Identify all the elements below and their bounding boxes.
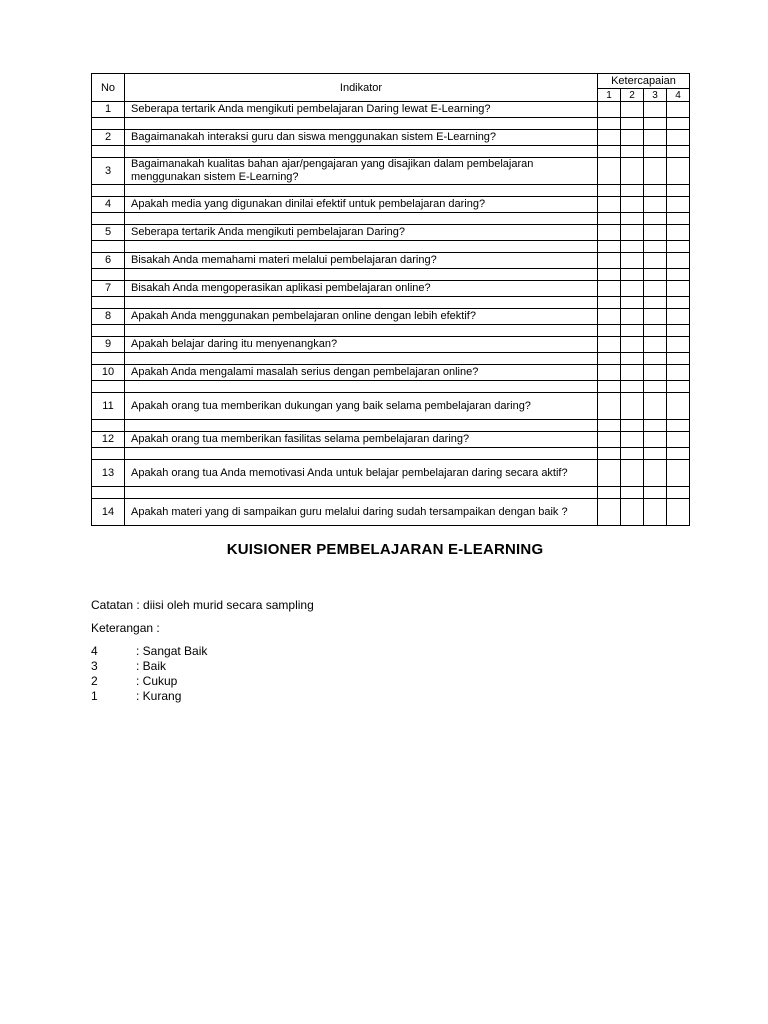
score-cell-1[interactable]	[598, 432, 621, 448]
row-indicator: Seberapa tertarik Anda mengikuti pembelajaran Daring?	[125, 225, 598, 241]
score-cell-1[interactable]	[598, 499, 621, 526]
spacer-cell[interactable]	[621, 146, 644, 158]
spacer-cell	[125, 241, 598, 253]
spacer-cell[interactable]	[644, 241, 667, 253]
spacer-cell	[92, 269, 125, 281]
score-cell-4[interactable]	[667, 281, 690, 297]
table-row	[92, 102, 690, 118]
row-number: 6	[92, 253, 125, 269]
row-number: 7	[92, 281, 125, 297]
score-cell-4[interactable]	[667, 130, 690, 146]
score-cell-1[interactable]	[598, 281, 621, 297]
spacer-cell	[92, 213, 125, 225]
legend-label: : Baik	[136, 659, 167, 673]
score-cell-3[interactable]	[644, 197, 667, 213]
score-cell-3[interactable]	[644, 460, 667, 487]
legend-row	[91, 689, 207, 704]
row-number: 9	[92, 337, 125, 353]
spacer-cell[interactable]	[621, 325, 644, 337]
score-cell-3[interactable]	[644, 309, 667, 325]
score-cell-1[interactable]	[598, 158, 621, 185]
spacer-cell	[125, 353, 598, 365]
legend	[91, 644, 207, 704]
spacer-cell	[125, 487, 598, 499]
spacer-row	[92, 118, 690, 130]
spacer-cell[interactable]	[667, 325, 690, 337]
legend-label: : Kurang	[136, 689, 182, 703]
row-number: 3	[92, 158, 125, 185]
spacer-cell[interactable]	[621, 241, 644, 253]
spacer-cell[interactable]	[598, 420, 621, 432]
row-indicator: Apakah materi yang di sampaikan guru melalui daring sudah tersampaikan dengan baik ?	[125, 499, 598, 526]
spacer-row	[92, 213, 690, 225]
spacer-cell[interactable]	[598, 118, 621, 130]
score-cell-1[interactable]	[598, 197, 621, 213]
row-number: 5	[92, 225, 125, 241]
spacer-row	[92, 420, 690, 432]
score-cell-1[interactable]	[598, 309, 621, 325]
score-cell-2[interactable]	[621, 337, 644, 353]
spacer-row	[92, 325, 690, 337]
spacer-cell[interactable]	[598, 448, 621, 460]
spacer-cell[interactable]	[621, 297, 644, 309]
spacer-cell[interactable]	[667, 353, 690, 365]
spacer-cell	[125, 297, 598, 309]
spacer-cell[interactable]	[644, 487, 667, 499]
spacer-row	[92, 185, 690, 197]
row-number: 11	[92, 393, 125, 420]
score-cell-3[interactable]	[644, 253, 667, 269]
table-row	[92, 225, 690, 241]
spacer-cell[interactable]	[644, 325, 667, 337]
spacer-cell	[92, 381, 125, 393]
spacer-cell[interactable]	[598, 146, 621, 158]
spacer-cell[interactable]	[644, 381, 667, 393]
table-row	[92, 309, 690, 325]
spacer-cell[interactable]	[598, 325, 621, 337]
score-cell-2[interactable]	[621, 130, 644, 146]
score-cell-2[interactable]	[621, 102, 644, 118]
spacer-cell[interactable]	[644, 185, 667, 197]
table-row	[92, 197, 690, 213]
spacer-cell[interactable]	[598, 185, 621, 197]
score-cell-4[interactable]	[667, 158, 690, 185]
legend-row	[91, 659, 207, 674]
score-cell-4[interactable]	[667, 393, 690, 420]
spacer-cell	[125, 146, 598, 158]
score-cell-3[interactable]	[644, 393, 667, 420]
score-cell-3[interactable]	[644, 130, 667, 146]
spacer-cell[interactable]	[644, 353, 667, 365]
score-cell-4[interactable]	[667, 197, 690, 213]
score-cell-1[interactable]	[598, 253, 621, 269]
table-row	[92, 499, 690, 526]
row-number: 2	[92, 130, 125, 146]
table-row	[92, 253, 690, 269]
spacer-cell[interactable]	[644, 146, 667, 158]
score-cell-3[interactable]	[644, 281, 667, 297]
score-cell-2[interactable]	[621, 499, 644, 526]
spacer-cell	[125, 213, 598, 225]
spacer-cell[interactable]	[621, 381, 644, 393]
header-score-1: 1	[598, 89, 621, 102]
score-cell-3[interactable]	[644, 102, 667, 118]
row-indicator: Bagaimanakah interaksi guru dan siswa menggunakan sistem E-Learning?	[125, 130, 598, 146]
spacer-cell[interactable]	[667, 213, 690, 225]
spacer-cell[interactable]	[598, 269, 621, 281]
spacer-cell	[125, 420, 598, 432]
score-cell-4[interactable]	[667, 225, 690, 241]
row-indicator: Bisakah Anda mengoperasikan aplikasi pembelajaran online?	[125, 281, 598, 297]
legend-label: : Sangat Baik	[136, 644, 208, 658]
score-cell-3[interactable]	[644, 432, 667, 448]
score-cell-4[interactable]	[667, 365, 690, 381]
spacer-cell[interactable]	[621, 487, 644, 499]
document-title: KUISIONER PEMBELAJARAN E-LEARNING	[226, 541, 544, 558]
legend-row	[91, 674, 207, 689]
table-row	[92, 365, 690, 381]
header-score-4: 4	[667, 89, 690, 102]
keterangan-label: Keterangan :	[91, 621, 160, 635]
legend-score: 3	[91, 659, 98, 673]
spacer-cell[interactable]	[644, 269, 667, 281]
score-cell-1[interactable]	[598, 460, 621, 487]
row-indicator: Bisakah Anda memahami materi melalui pembelajaran daring?	[125, 253, 598, 269]
row-number: 8	[92, 309, 125, 325]
spacer-cell	[125, 118, 598, 130]
score-cell-3[interactable]	[644, 337, 667, 353]
score-cell-3[interactable]	[644, 365, 667, 381]
spacer-cell	[92, 146, 125, 158]
row-indicator: Apakah orang tua memberikan fasilitas selama pembelajaran daring?	[125, 432, 598, 448]
spacer-cell[interactable]	[667, 448, 690, 460]
spacer-cell	[125, 269, 598, 281]
score-cell-2[interactable]	[621, 281, 644, 297]
score-cell-2[interactable]	[621, 309, 644, 325]
score-cell-2[interactable]	[621, 365, 644, 381]
spacer-row	[92, 241, 690, 253]
score-cell-2[interactable]	[621, 197, 644, 213]
spacer-cell[interactable]	[598, 487, 621, 499]
score-cell-1[interactable]	[598, 393, 621, 420]
legend-score: 1	[91, 689, 98, 703]
table-row	[92, 337, 690, 353]
spacer-cell[interactable]	[667, 420, 690, 432]
header-score-2: 2	[621, 89, 644, 102]
spacer-cell[interactable]	[667, 241, 690, 253]
score-cell-4[interactable]	[667, 102, 690, 118]
row-indicator: Apakah orang tua Anda memotivasi Anda untuk belajar pembelajaran daring secara aktif?	[125, 460, 598, 487]
spacer-cell[interactable]	[621, 185, 644, 197]
spacer-cell[interactable]	[644, 420, 667, 432]
score-cell-3[interactable]	[644, 499, 667, 526]
score-cell-2[interactable]	[621, 432, 644, 448]
score-cell-4[interactable]	[667, 309, 690, 325]
score-cell-4[interactable]	[667, 432, 690, 448]
legend-row	[91, 644, 207, 659]
spacer-cell[interactable]	[598, 353, 621, 365]
spacer-row	[92, 269, 690, 281]
row-indicator: Apakah orang tua memberikan dukungan yang baik selama pembelajaran daring?	[125, 393, 598, 420]
row-number: 1	[92, 102, 125, 118]
spacer-cell[interactable]	[644, 213, 667, 225]
spacer-cell[interactable]	[621, 213, 644, 225]
score-cell-4[interactable]	[667, 499, 690, 526]
score-cell-2[interactable]	[621, 225, 644, 241]
spacer-cell	[92, 420, 125, 432]
row-indicator: Bagaimanakah kualitas bahan ajar/pengajaran yang disajikan dalam pembelajaran menggunakan sistem E-Learning?	[125, 158, 598, 185]
score-cell-2[interactable]	[621, 460, 644, 487]
score-cell-1[interactable]	[598, 102, 621, 118]
row-indicator: Apakah Anda mengalami masalah serius dengan pembelajaran online?	[125, 365, 598, 381]
spacer-cell[interactable]	[667, 381, 690, 393]
spacer-cell[interactable]	[667, 269, 690, 281]
table-row	[92, 460, 690, 487]
table-body	[92, 102, 690, 526]
score-cell-3[interactable]	[644, 225, 667, 241]
spacer-cell[interactable]	[598, 213, 621, 225]
spacer-row	[92, 487, 690, 499]
catatan-note: Catatan : diisi oleh murid secara sampling	[91, 598, 314, 612]
header-score-3: 3	[644, 89, 667, 102]
spacer-cell[interactable]	[667, 297, 690, 309]
header-ketercapaian: Ketercapaian	[598, 74, 690, 89]
spacer-cell	[92, 487, 125, 499]
header-indikator: Indikator	[125, 74, 598, 102]
score-cell-2[interactable]	[621, 393, 644, 420]
spacer-cell	[125, 448, 598, 460]
spacer-cell[interactable]	[621, 118, 644, 130]
spacer-cell	[125, 185, 598, 197]
spacer-cell	[125, 325, 598, 337]
spacer-cell[interactable]	[598, 241, 621, 253]
score-cell-1[interactable]	[598, 337, 621, 353]
spacer-row	[92, 297, 690, 309]
spacer-cell	[92, 353, 125, 365]
spacer-cell[interactable]	[644, 297, 667, 309]
table-row	[92, 158, 690, 185]
row-indicator: Seberapa tertarik Anda mengikuti pembelajaran Daring lewat E-Learning?	[125, 102, 598, 118]
score-cell-2[interactable]	[621, 253, 644, 269]
spacer-cell[interactable]	[667, 146, 690, 158]
spacer-cell[interactable]	[621, 353, 644, 365]
spacer-cell	[92, 118, 125, 130]
row-number: 4	[92, 197, 125, 213]
row-number: 14	[92, 499, 125, 526]
spacer-cell	[92, 297, 125, 309]
spacer-cell[interactable]	[644, 118, 667, 130]
legend-label: : Cukup	[136, 674, 178, 688]
table-header	[92, 74, 690, 102]
row-indicator: Apakah media yang digunakan dinilai efektif untuk pembelajaran daring?	[125, 197, 598, 213]
legend-score: 4	[91, 644, 98, 658]
spacer-row	[92, 448, 690, 460]
score-cell-1[interactable]	[598, 365, 621, 381]
questionnaire-table	[91, 73, 690, 526]
spacer-cell	[92, 448, 125, 460]
spacer-cell[interactable]	[667, 118, 690, 130]
spacer-cell[interactable]	[598, 381, 621, 393]
spacer-row	[92, 353, 690, 365]
spacer-cell[interactable]	[621, 269, 644, 281]
table-row	[92, 130, 690, 146]
row-number: 10	[92, 365, 125, 381]
spacer-row	[92, 381, 690, 393]
row-indicator: Apakah belajar daring itu menyenangkan?	[125, 337, 598, 353]
spacer-cell	[92, 325, 125, 337]
spacer-cell[interactable]	[667, 487, 690, 499]
spacer-cell[interactable]	[667, 185, 690, 197]
spacer-cell[interactable]	[621, 448, 644, 460]
score-cell-3[interactable]	[644, 158, 667, 185]
table-row	[92, 393, 690, 420]
score-cell-1[interactable]	[598, 225, 621, 241]
score-cell-4[interactable]	[667, 253, 690, 269]
score-cell-1[interactable]	[598, 130, 621, 146]
spacer-cell	[125, 381, 598, 393]
header-no: No	[92, 74, 125, 102]
score-cell-4[interactable]	[667, 460, 690, 487]
legend-score: 2	[91, 674, 98, 688]
score-cell-4[interactable]	[667, 337, 690, 353]
spacer-cell[interactable]	[644, 448, 667, 460]
row-indicator: Apakah Anda menggunakan pembelajaran online dengan lebih efektif?	[125, 309, 598, 325]
table-row	[92, 432, 690, 448]
table-row	[92, 281, 690, 297]
spacer-cell[interactable]	[598, 297, 621, 309]
spacer-cell	[92, 241, 125, 253]
spacer-cell[interactable]	[621, 420, 644, 432]
spacer-row	[92, 146, 690, 158]
spacer-cell	[92, 185, 125, 197]
row-number: 12	[92, 432, 125, 448]
score-cell-2[interactable]	[621, 158, 644, 185]
row-number: 13	[92, 460, 125, 487]
